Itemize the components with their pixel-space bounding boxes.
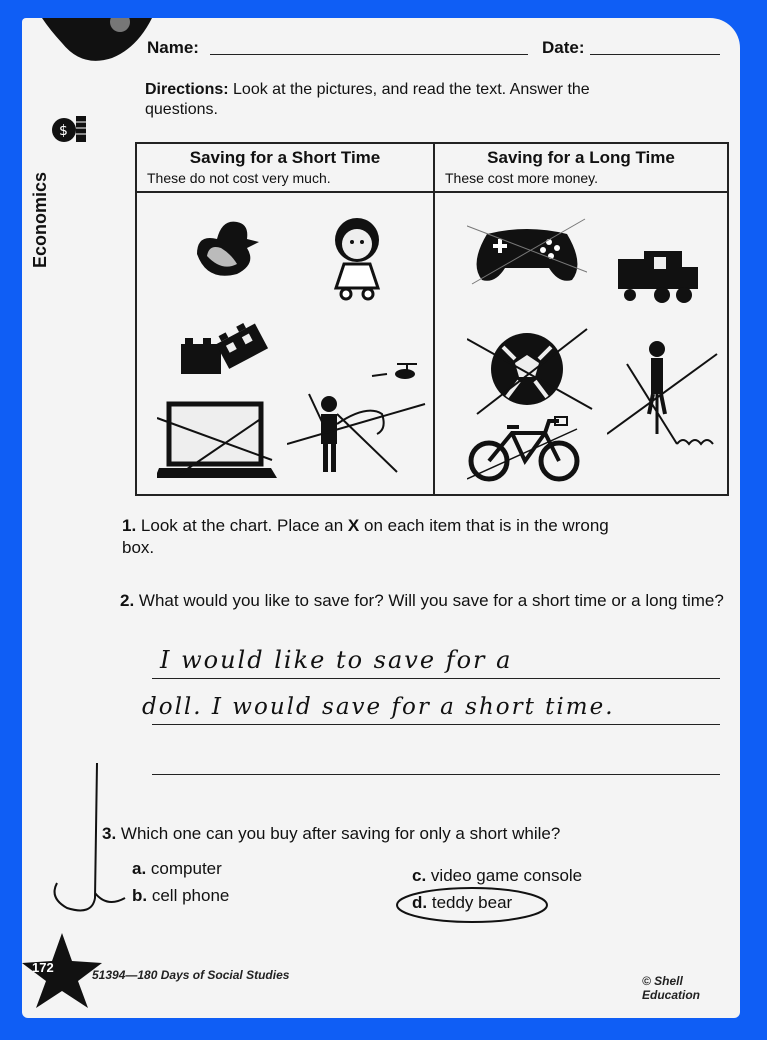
option-a[interactable] bbox=[132, 858, 222, 880]
worksheet-page bbox=[22, 18, 740, 1018]
question-2-text: What would you like to save for? Will you save for a short time or a long time? bbox=[138, 591, 724, 610]
answer-line-2[interactable] bbox=[152, 724, 720, 725]
long-time-subtitle: These cost more money. bbox=[445, 170, 599, 186]
answer-line-1-text: I would like to save for a bbox=[160, 646, 513, 674]
question-2-number: 2. bbox=[120, 591, 135, 610]
publisher: © Shell Education bbox=[642, 974, 701, 1002]
option-b-text: cell phone bbox=[151, 886, 230, 905]
date-field[interactable] bbox=[590, 54, 720, 55]
option-a-letter: a. bbox=[132, 859, 147, 878]
question-3 bbox=[102, 823, 722, 845]
rubber-duck-icon bbox=[187, 214, 267, 284]
option-b[interactable] bbox=[132, 885, 229, 907]
svg-text:$: $ bbox=[59, 123, 68, 139]
toy-train-icon bbox=[612, 239, 707, 309]
saving-chart bbox=[135, 142, 729, 496]
question-1-number: 1. bbox=[122, 516, 137, 535]
game-controller-icon bbox=[467, 214, 587, 294]
date-label: Date: bbox=[542, 38, 585, 57]
short-time-title: Saving for a Short Time bbox=[189, 148, 381, 167]
answer-circle-mark bbox=[394, 884, 554, 926]
option-d-text: teddy bear bbox=[431, 893, 513, 912]
blocks-icon bbox=[177, 314, 272, 384]
question-1-bold: X bbox=[347, 516, 360, 535]
pogo-stick-icon bbox=[607, 334, 722, 464]
laptop-icon bbox=[157, 398, 277, 488]
question-3-text: Which one can you buy after saving for only a short while? bbox=[120, 824, 561, 843]
option-c-letter: c. bbox=[412, 866, 427, 885]
option-b-letter: b. bbox=[132, 886, 148, 905]
doll-icon bbox=[322, 212, 392, 302]
economics-side-label: Economics bbox=[30, 171, 50, 268]
rc-helicopter-icon bbox=[287, 354, 427, 484]
name-label: Name: bbox=[147, 38, 199, 57]
corner-decoration bbox=[42, 18, 152, 78]
page-number: 172 bbox=[32, 960, 54, 975]
bicycle-icon bbox=[467, 409, 587, 489]
option-c-text: video game console bbox=[430, 866, 583, 885]
directions bbox=[145, 80, 665, 120]
option-a-text: computer bbox=[150, 859, 222, 878]
question-1-text: Look at the chart. Place an bbox=[140, 516, 344, 535]
question-1 bbox=[122, 515, 642, 559]
name-field[interactable] bbox=[210, 54, 528, 55]
option-d-letter: d. bbox=[412, 893, 428, 912]
question-1-text2: on each item that is in the wrong box. bbox=[122, 516, 609, 557]
book-title: 51394—180 Days of Social Studies bbox=[92, 968, 290, 982]
answer-line-3[interactable] bbox=[152, 774, 720, 775]
margin-pen-mark bbox=[47, 758, 137, 918]
question-2 bbox=[120, 590, 730, 612]
long-time-title: Saving for a Long Time bbox=[487, 148, 675, 167]
answer-line-2-text: doll. I would save for a short time. bbox=[142, 694, 615, 720]
short-time-subtitle: These do not cost very much. bbox=[147, 170, 331, 186]
coins-icon bbox=[46, 108, 90, 148]
question-3-number: 3. bbox=[102, 824, 117, 843]
directions-text: Look at the pictures, and read the text. Answer the questions. bbox=[145, 81, 590, 118]
soccer-ball-icon bbox=[467, 319, 597, 419]
directions-label: Directions: bbox=[145, 81, 229, 98]
answer-line-1[interactable] bbox=[152, 678, 720, 679]
